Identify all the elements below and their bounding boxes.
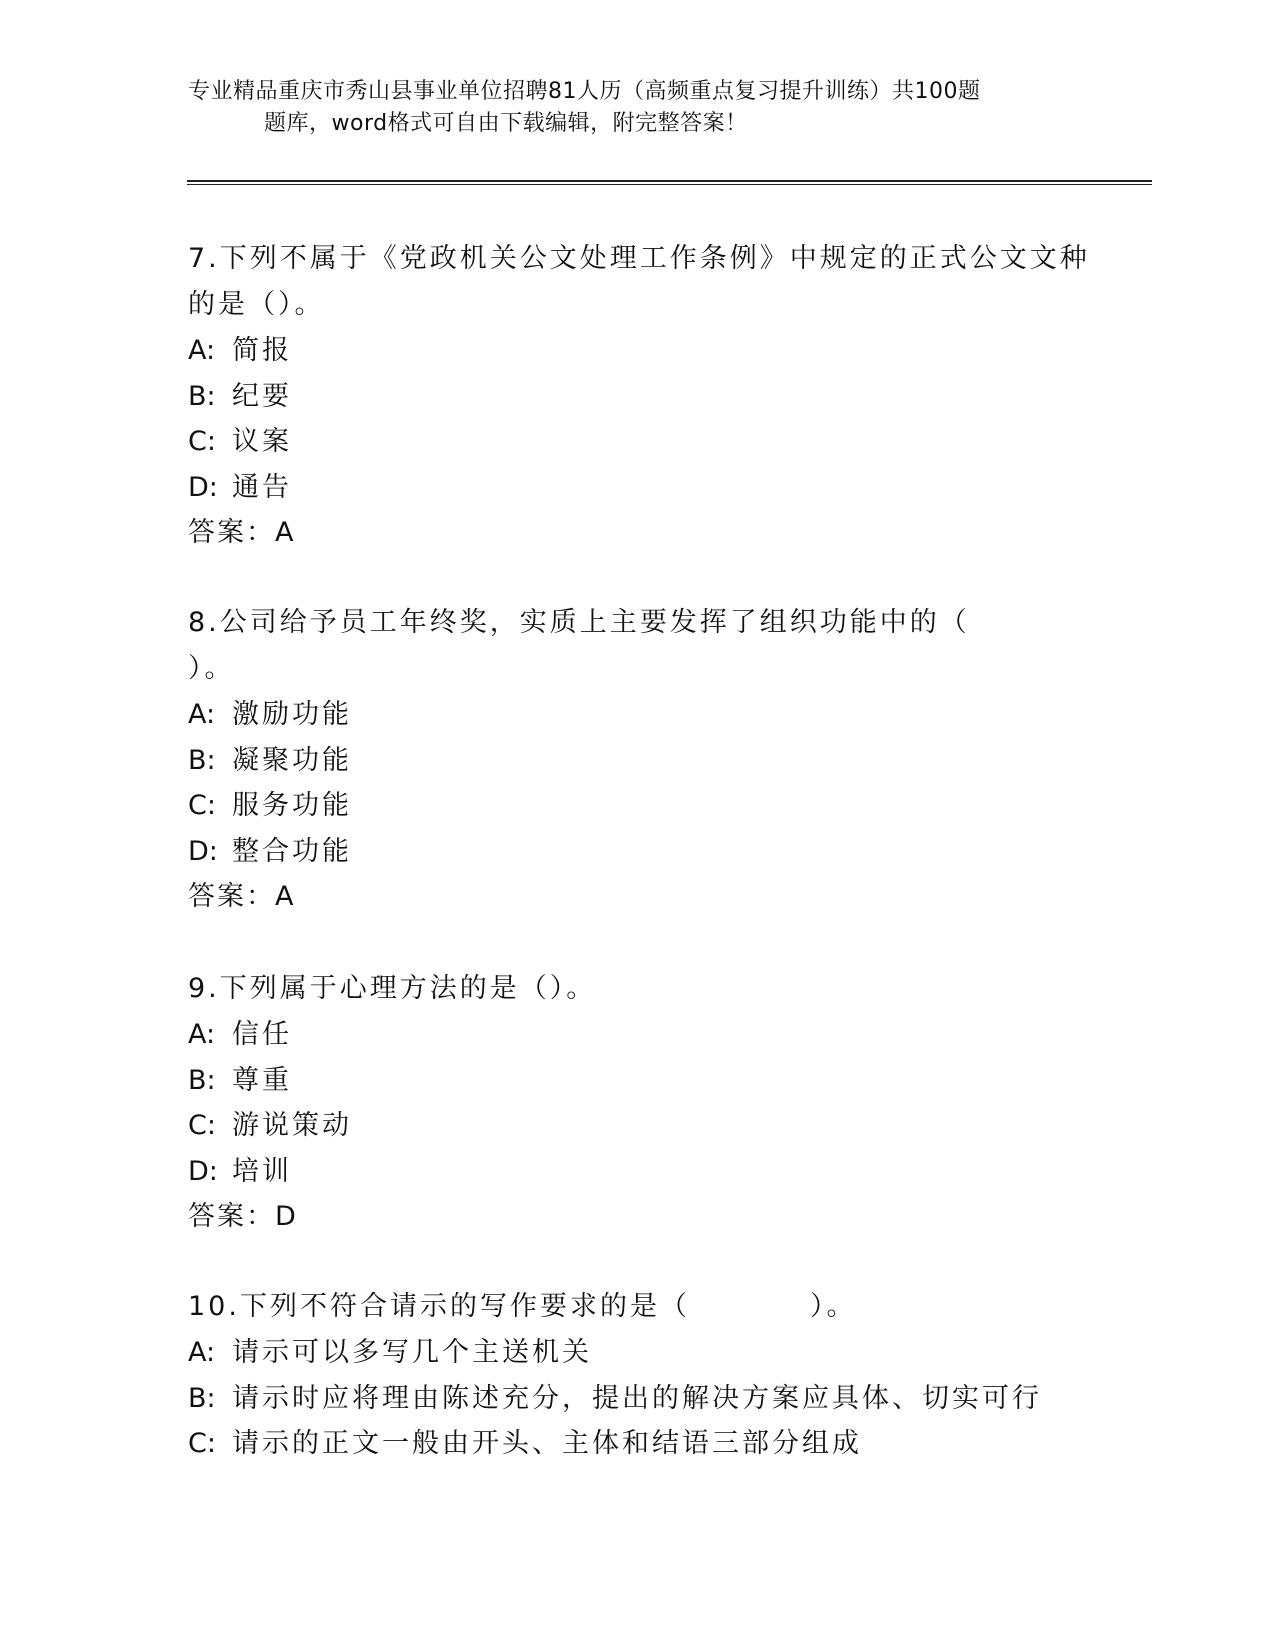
option-text: 通告 — [232, 471, 292, 503]
option-key: B: — [188, 380, 216, 412]
option-key: C: — [188, 1428, 216, 1459]
option-d — [188, 1149, 1088, 1195]
option-a — [188, 692, 1088, 738]
option-key: A: — [188, 699, 216, 730]
option-text: 服务功能 — [232, 790, 352, 821]
option-c — [188, 783, 1088, 829]
answer-label: 答案： — [188, 1201, 275, 1232]
answer-line — [188, 1194, 1088, 1240]
option-key: B: — [188, 744, 216, 776]
option-a — [188, 1012, 1088, 1058]
document-header — [188, 76, 1068, 140]
question-stem: 9.下列属于心理方法的是（）。 — [188, 973, 597, 1004]
answer-value: D — [275, 1201, 296, 1232]
option-text: 简报 — [232, 335, 292, 366]
option-b — [188, 1058, 1088, 1104]
option-b — [188, 1376, 1088, 1422]
option-d — [188, 829, 1088, 875]
option-a — [188, 1330, 1088, 1376]
header-divider-thin — [187, 184, 1152, 185]
option-text: 培训 — [232, 1155, 292, 1187]
option-key: C: — [188, 1110, 216, 1141]
option-text: 纪要 — [232, 380, 292, 412]
answer-line — [188, 510, 1088, 556]
answer-label: 答案： — [188, 881, 275, 912]
option-text: 议案 — [232, 426, 292, 457]
option-text: 整合功能 — [232, 835, 352, 867]
option-b — [188, 374, 1088, 420]
answer-label: 答案： — [188, 517, 275, 548]
option-key: A: — [188, 335, 216, 366]
option-c — [188, 419, 1088, 465]
option-text: 请示时应将理由陈述充分，提出的解决方案应具体、切实可行 — [232, 1382, 1042, 1414]
answer-line — [188, 874, 1088, 920]
option-text: 凝聚功能 — [232, 744, 352, 776]
option-key: C: — [188, 790, 216, 821]
header-line-1: 专业精品重庆市秀山县事业单位招聘81人历（高频重点复习提升训练）共100题 — [188, 79, 981, 104]
option-key: C: — [188, 426, 216, 457]
question-stem: 8.公司给予员工年终奖，实质上主要发挥了组织功能中的（ — [188, 607, 970, 638]
question-10 — [188, 1284, 1088, 1467]
question-stem: 10.下列不符合请示的写作要求的是（ ）。 — [188, 1291, 857, 1322]
question-list — [188, 236, 1088, 1467]
option-key: D: — [188, 835, 218, 867]
question-stem-continued: 的是（）。 — [188, 289, 325, 320]
option-c — [188, 1421, 1088, 1467]
option-c — [188, 1103, 1088, 1149]
option-text: 请示可以多写几个主送机关 — [232, 1337, 592, 1368]
option-key: A: — [188, 1337, 216, 1368]
option-text: 请示的正文一般由开头、主体和结语三部分组成 — [232, 1428, 862, 1459]
option-b — [188, 738, 1088, 784]
option-text: 尊重 — [232, 1064, 292, 1096]
question-stem: 7.下列不属于《党政机关公文处理工作条例》中规定的正式公文文种 — [188, 243, 1090, 274]
option-text: 信任 — [232, 1019, 292, 1050]
option-key: B: — [188, 1382, 216, 1414]
option-text: 游说策动 — [232, 1110, 352, 1141]
question-8 — [188, 600, 1088, 920]
option-a — [188, 328, 1088, 374]
option-key: B: — [188, 1064, 216, 1096]
option-d — [188, 465, 1088, 511]
header-divider-thick — [187, 180, 1152, 182]
question-9 — [188, 966, 1088, 1240]
answer-value: A — [275, 881, 294, 912]
option-key: D: — [188, 1155, 218, 1187]
question-7 — [188, 236, 1088, 556]
option-text: 激励功能 — [232, 699, 352, 730]
option-key: A: — [188, 1019, 216, 1050]
header-line-2: 题库，word格式可自由下载编辑，附完整答案！ — [264, 111, 748, 136]
answer-value: A — [275, 517, 294, 548]
option-key: D: — [188, 471, 218, 503]
question-stem-continued: ）。 — [188, 653, 235, 684]
